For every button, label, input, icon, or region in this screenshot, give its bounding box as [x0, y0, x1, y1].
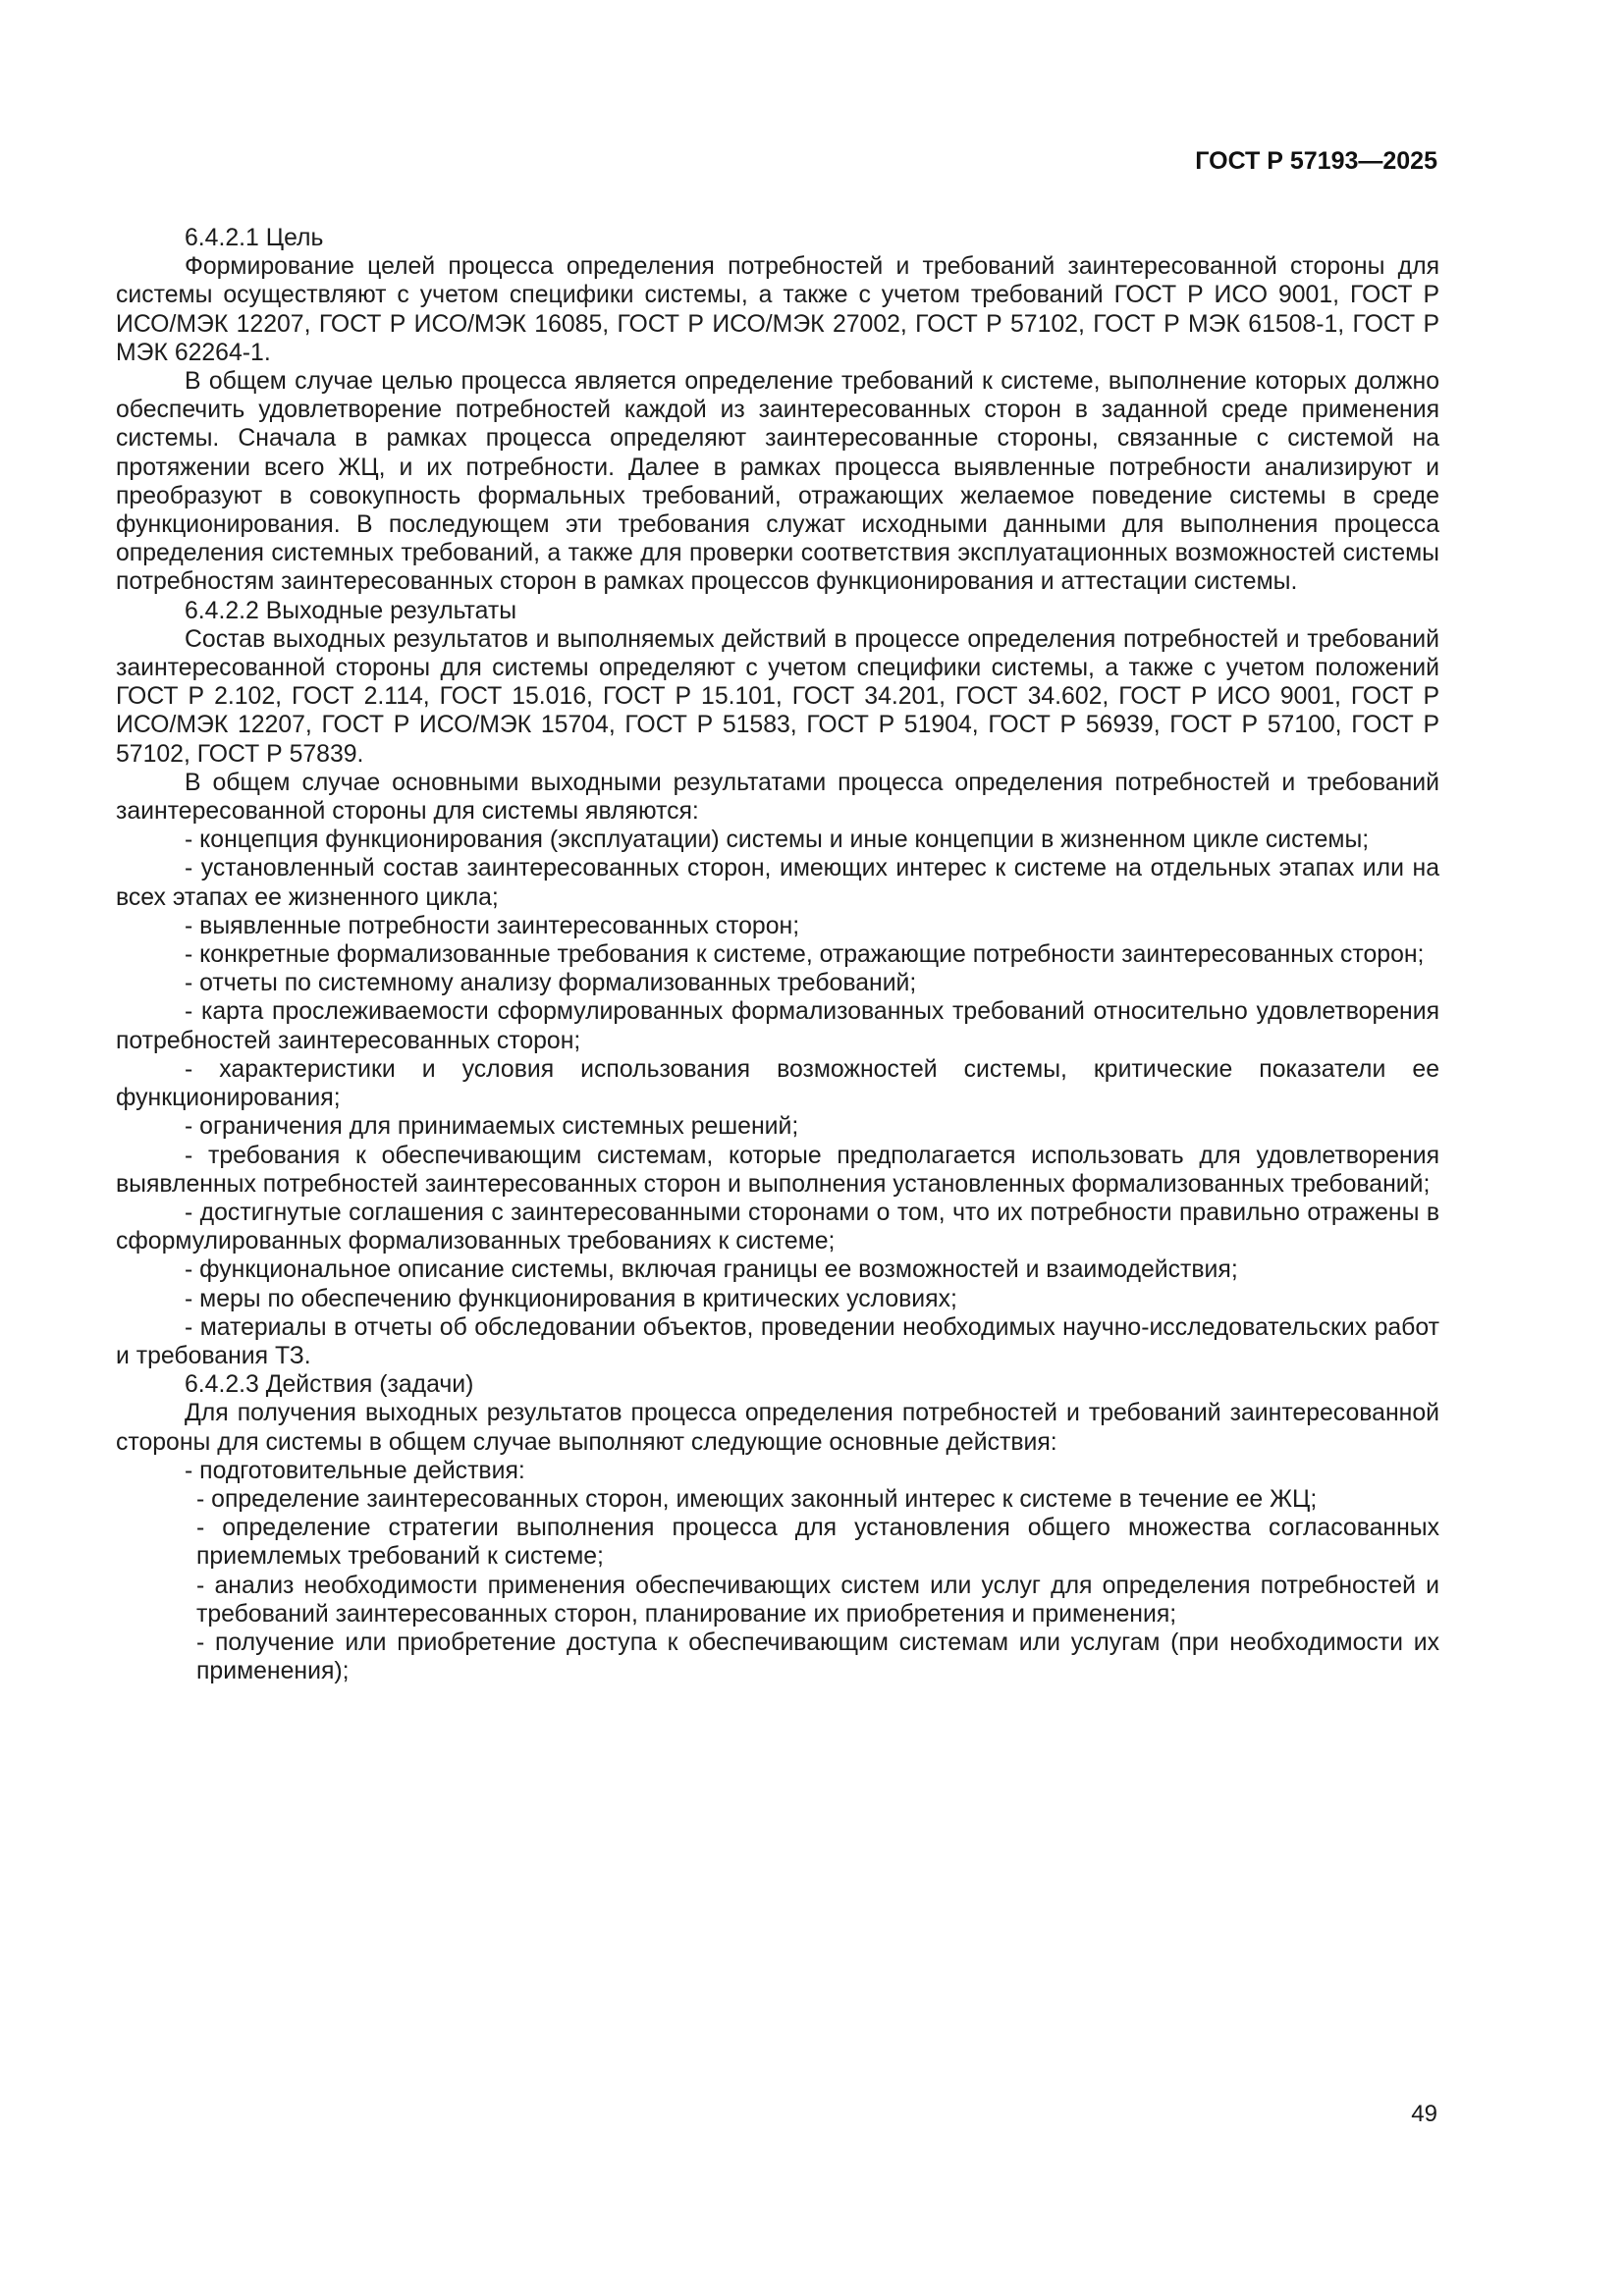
- list-item: - достигнутые соглашения с заинтересованными сторонами о том, что их потребности правильно отражены в сформулированных формализованных требованиях к системе;: [116, 1199, 1439, 1255]
- section-heading: 6.4.2.2 Выходные результаты: [185, 597, 517, 624]
- list-item: - меры по обеспечению функционирования в критических условиях;: [185, 1285, 957, 1312]
- list-item: - конкретные формализованные требования к системе, отражающие потребности заинтересованных сторон;: [185, 941, 1425, 969]
- paragraph: Состав выходных результатов и выполняемых действий в процессе определения потребностей и требований заинтересованной стороны для системы определяют с учетом специфики системы, а также с учетом положений ГОСТ Р 2.102, ГОСТ 2.114, ГОСТ 15.016, ГОСТ Р 15.101, ГОСТ 34.201, ГОСТ 34.602, ГОСТ Р ИСО 9001, ГОСТ Р ИСО/МЭК 12207, ГОСТ Р ИСО/МЭК 15704, ГОСТ Р 51583, ГОСТ Р 51904, ГОСТ Р 56939, ГОСТ Р 57100, ГОСТ Р 57102, ГОСТ Р 57839.: [116, 625, 1439, 768]
- page-number: 49: [1411, 2101, 1437, 2127]
- paragraph: В общем случае целью процесса является определение требований к системе, выполнение которых должно обеспечить удовлетворение потребностей каждой из заинтересованных сторон в заданной среде применения системы. Сначала в рамках процесса определяют заинтересованные стороны, связанные с системой на протяжении всего ЖЦ, и их потребности. Далее в рамках процесса выявленные потребности анализируют и преобразуют в совокупность формальных требований, отражающих желаемое поведение системы в среде функционирования. В последующем эти требования служат исходными данными для выполнения процесса определения системных требований, а также для проверки соответствия эксплуатационных возможностей системы потребностям заинтересованных сторон в рамках процессов функционирования и аттестации системы.: [116, 368, 1439, 596]
- list-item: - характеристики и условия использования возможностей системы, критические показатели ее функционирования;: [116, 1055, 1439, 1112]
- standard-code-header: ГОСТ Р 57193—2025: [1195, 147, 1437, 175]
- sub-list-item: - получение или приобретение доступа к обеспечивающим системам или услугам (при необходимости их применения);: [196, 1629, 1439, 1685]
- list-item: - подготовительные действия:: [185, 1457, 525, 1484]
- section-heading: 6.4.2.1 Цель: [185, 225, 324, 251]
- list-item: - установленный состав заинтересованных сторон, имеющих интерес к системе на отдельных этапах или на всех этапах ее жизненного цикла;: [116, 855, 1439, 911]
- list-item: - ограничения для принимаемых системных решений;: [185, 1113, 799, 1141]
- paragraph: Для получения выходных результатов процесса определения потребностей и требований заинтересованной стороны для системы в общем случае выполняют следующие основные действия:: [116, 1400, 1439, 1456]
- list-item: - отчеты по системному анализу формализованных требований;: [185, 970, 917, 997]
- sub-list-item: - анализ необходимости применения обеспечивающих систем или услуг для определения потребностей и требований заинтересованных сторон, планирование их приобретения и применения;: [196, 1572, 1439, 1628]
- section-heading: 6.4.2.3 Действия (задачи): [185, 1371, 474, 1399]
- list-item: - требования к обеспечивающим системам, которые предполагается использовать для удовлетворения выявленных потребностей заинтересованных сторон и выполнения установленных формализованных требований;: [116, 1142, 1439, 1198]
- document-body: [116, 224, 1439, 1685]
- list-item: - выявленные потребности заинтересованных сторон;: [185, 912, 800, 939]
- list-item: - материалы в отчеты об обследовании объектов, проведении необходимых научно-исследовательских работ и требования ТЗ.: [116, 1313, 1439, 1369]
- paragraph: Формирование целей процесса определения потребностей и требований заинтересованной стороны для системы осуществляют с учетом специфики системы, а также с учетом требований ГОСТ Р ИСО 9001, ГОСТ Р ИСО/МЭК 12207, ГОСТ Р ИСО/МЭК 16085, ГОСТ Р ИСО/МЭК 27002, ГОСТ Р 57102, ГОСТ Р МЭК 61508-1, ГОСТ Р МЭК 62264-1.: [116, 253, 1439, 366]
- list-item: - функциональное описание системы, включая границы ее возможностей и взаимодействия;: [185, 1256, 1238, 1284]
- list-item: - концепция функционирования (эксплуатации) системы и иные концепции в жизненном цикле системы;: [185, 827, 1370, 854]
- paragraph: В общем случае основными выходными результатами процесса определения потребностей и требований заинтересованной стороны для системы являются:: [116, 769, 1439, 826]
- sub-list-item: - определение стратегии выполнения процесса для установления общего множества согласованных приемлемых требований к системе;: [196, 1515, 1439, 1571]
- list-item: - карта прослеживаемости сформулированных формализованных требований относительно удовлетворения потребностей заинтересованных сторон;: [116, 998, 1439, 1054]
- sub-list-item: - определение заинтересованных сторон, имеющих законный интерес к системе в течение ее ЖЦ;: [196, 1485, 1318, 1513]
